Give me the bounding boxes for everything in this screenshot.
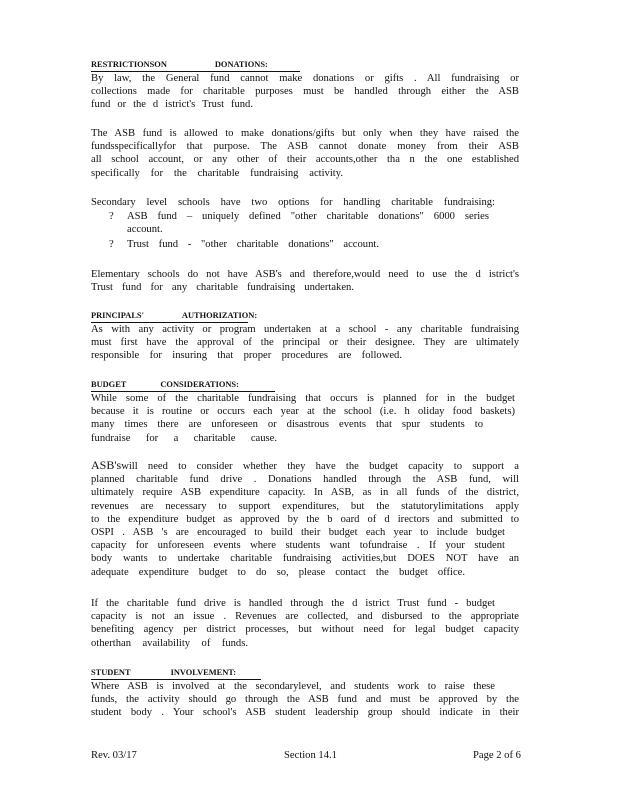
heading-text: STUDENT (91, 668, 131, 677)
text-line: to the expenditure budget as approved by the b oard of d irectors and submitted to (91, 513, 519, 525)
text-line: Where ASB is involved at the secondarylevel, and students work to raise these (91, 681, 495, 692)
paragraph-asb-donations (91, 127, 519, 180)
text-line: benefiting agency per district processes, but without need for legal budget capacity (91, 624, 519, 636)
heading-text: BUDGET (91, 380, 127, 389)
heading-text: DONATIONS: (214, 60, 268, 69)
heading-text: INVOLVEMENT: (170, 668, 237, 677)
heading-text: RESTRICTIONSON (91, 60, 167, 69)
text-line: capacity for unforeseen events where students want tofundraise . If your student (91, 540, 505, 552)
paragraph-secondary-options (91, 196, 519, 209)
text-line: otherthan availability of funds. (91, 637, 248, 649)
paragraph-elementary (91, 268, 519, 294)
text-line: collections made for charitable purposes must be handled through either the ASB (91, 86, 519, 98)
footer-page-number: Page 2 of 6 (473, 750, 521, 761)
heading-principals-authorization (91, 311, 258, 323)
text-line: because it is routine or occurs each year at the school (i.e. h oliday food baskets) (91, 406, 515, 418)
text-line: Secondary level schools have two options for handling charitable fundraising: (91, 197, 495, 208)
text-line: As with any activity or program undertaken at a school - any charitable fundraising (91, 324, 519, 335)
text-line: fundsspecificallyfor that purpose. The ASB cannot donate money from their ASB (91, 141, 519, 153)
list-item-text: ASB fund – uniquely defined "other charitable donations" 6000 series (127, 211, 489, 222)
list-item-text: Trust fund - "other charitable donations" account. (127, 239, 379, 250)
paragraph-asb-budget-capacity (91, 459, 519, 579)
text-line: body wants to undertake charitable fundraising activities,but DOES NOT have an (91, 553, 519, 565)
text-line: The ASB fund is allowed to make donations/gifts but only when they have raised the (91, 128, 519, 139)
text-line: Elementary schools do not have ASB's and therefore,would need to use the d istrict's (91, 269, 519, 280)
text-line: If the charitable fund drive is handled through the d istrict Trust fund - budget (91, 598, 495, 609)
heading-text: AUTHORIZATION: (181, 311, 258, 320)
footer-revision: Rev. 03/17 (91, 750, 137, 761)
text-line: specifically for the charitable fundraising activity. (91, 167, 343, 179)
text-line: planned charitable fund drive . Donations handled through the ASB fund, will (91, 474, 519, 486)
bullet-symbol: ? (109, 211, 114, 222)
text-line: While some of the charitable fundraising that occurs is planned for in the budget (91, 393, 515, 404)
list-item-text: account. (127, 224, 163, 235)
paragraph-donations-law (91, 72, 519, 112)
text-line: will need to consider whether they have the budget capacity to support a (121, 461, 519, 472)
text-line: revenues are necessary to support expenditures, but the statutorylimitations apply (91, 500, 519, 512)
paragraph-principal-approval (91, 323, 519, 363)
text-line: ultimately require ASB expenditure capacity. In ASB, as in all funds of the district, (91, 487, 519, 499)
text-line: must first have the approval of the principal or their designee. They are ultimately (91, 337, 519, 349)
text-line: capacity is not an issue . Revenues are collected, and disbursed to the appropriate (91, 611, 519, 623)
text-line: all school account, or any other of their accounts,other tha n the one established (91, 154, 519, 166)
paragraph-lead-word: ASB's (91, 458, 122, 472)
text-line: responsible for insuring that proper procedures are followed. (91, 350, 402, 362)
text-line: funds, the activity should go through the ASB fund and must be approved by the (91, 694, 519, 706)
text-line: student body . Your school's ASB student leadership group should indicate in their (91, 707, 519, 719)
heading-restrictions-on-donations (91, 60, 300, 72)
paragraph-student-involvement (91, 680, 519, 720)
text-line: OSPI . ASB 's are encouraged to build their budget each year to include budget (91, 527, 505, 539)
heading-student-involvement (91, 668, 261, 680)
heading-budget-considerations (91, 380, 275, 392)
heading-text: CONSIDERATIONS: (160, 380, 239, 389)
footer-section: Section 14.1 (284, 750, 337, 761)
text-line: By law, the General fund cannot make donations or gifts . All fundraising or (91, 73, 519, 84)
text-line: many times there are unforeseen or disastrous events that spur students to (91, 419, 483, 431)
heading-text: PRINCIPALS' (91, 311, 144, 320)
text-line: Trust fund for any charitable fundraising undertaken. (91, 282, 354, 294)
text-line: adequate expenditure budget to do so, please contact the budget office. (91, 566, 465, 578)
text-line: fundraise for a charitable cause. (91, 432, 277, 444)
bullet-symbol: ? (109, 239, 114, 250)
paragraph-trust-fund (91, 597, 519, 650)
text-line: fund or the d istrict's Trust fund. (91, 99, 253, 111)
text-line (91, 459, 519, 473)
paragraph-budget-planning (91, 392, 515, 445)
